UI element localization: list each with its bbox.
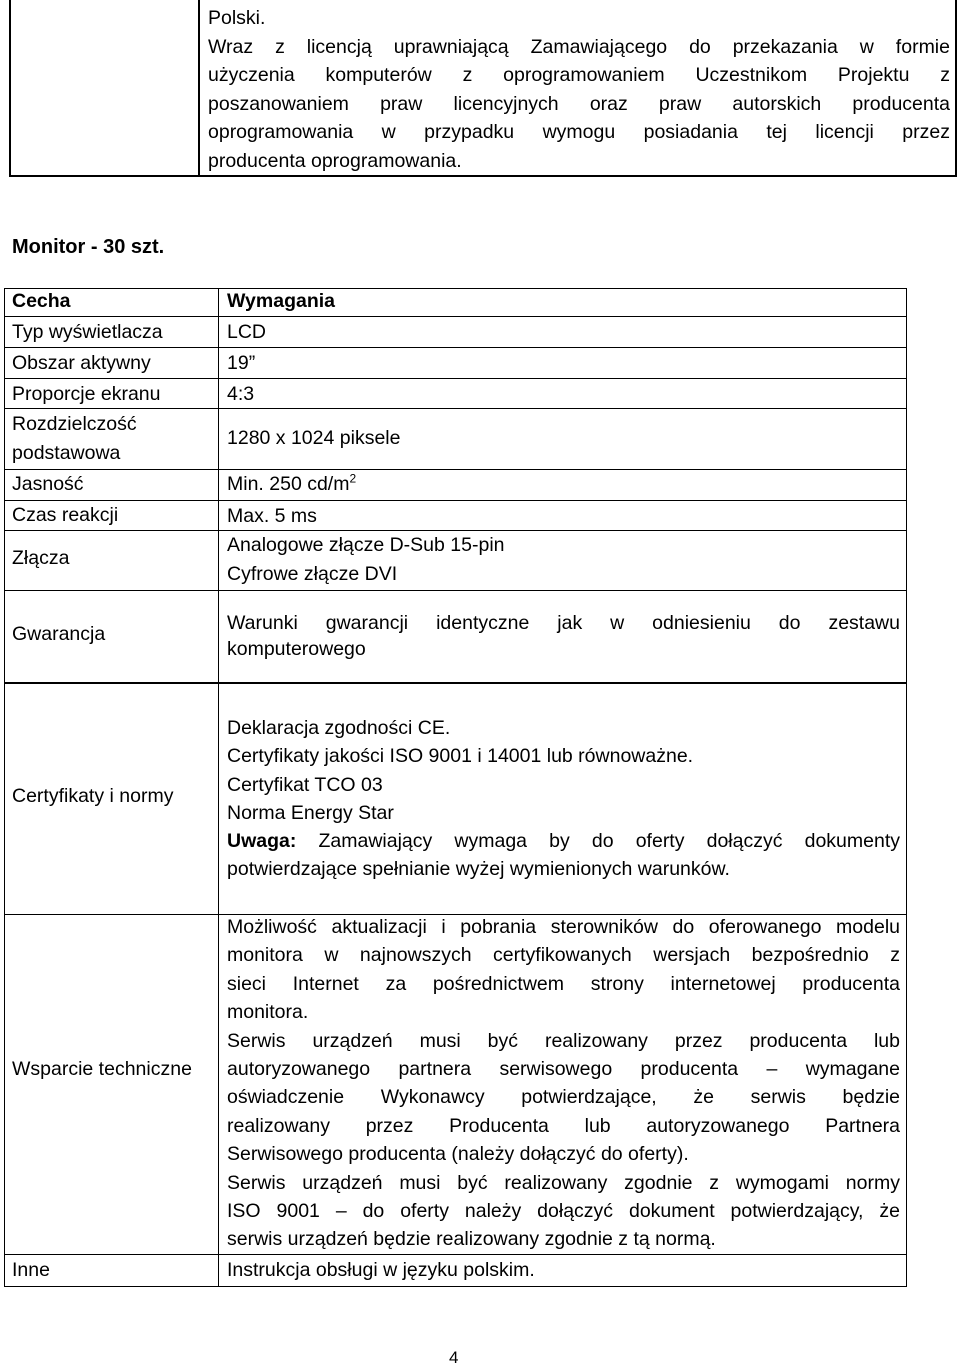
feature-connectors: Złącza (12, 547, 70, 569)
table-right-border (906, 288, 907, 1286)
value-connectors (227, 531, 505, 588)
text-line: Wraz z licencją uprawniającą Zamawiającego do przekazania w formie (208, 35, 950, 58)
note-text: Zamawiający wymaga by do oferty dołączyć dokumenty (296, 830, 900, 853)
certificate-line: Certyfikat TCO 03 (227, 773, 383, 796)
feature-resolution-line: podstawowa (12, 441, 121, 464)
feature-display-type: Typ wyświetlacza (12, 321, 163, 343)
support-line: oświadczenie Wykonawcy potwierdzające, że serwis będzie (227, 1086, 900, 1109)
value-active-area: 19” (227, 352, 256, 374)
section-title: Monitor - 30 szt. (12, 236, 165, 258)
feature-certificates: Certyfikaty i normy (12, 785, 174, 807)
certificate-note (227, 827, 900, 855)
header-feature: Cecha (12, 290, 71, 312)
support-line: Serwis urządzeń musi być realizowany zgodnie z wymogami normy (227, 1171, 900, 1194)
text-line: użyczenia komputerów z oprogramowaniem Uczestnikom Projektu z (208, 64, 950, 86)
text-line: Polski. (208, 7, 266, 29)
value-warranty (227, 610, 900, 662)
column-divider (218, 914, 219, 1286)
column-divider (218, 682, 219, 914)
previous-table-column-divider (198, 0, 200, 177)
support-line: realizowany przez Producenta lub autoryzowanego Partnera (227, 1114, 900, 1137)
feature-resolution-line: Rozdzielczość (12, 413, 137, 435)
certificate-note-line: potwierdzające spełnianie wyżej wymienionych warunków. (227, 858, 730, 881)
certificate-line: Deklaracja zgodności CE. (227, 717, 451, 739)
support-line: Możliwość aktualizacji i pobrania sterowników do oferowanego modelu (227, 916, 900, 938)
previous-table-text (208, 4, 950, 175)
value-display-type: LCD (227, 321, 267, 343)
certificate-line: Certyfikaty jakości ISO 9001 i 14001 lub równoważne. (227, 745, 694, 768)
row-border (4, 500, 907, 501)
note-label: Uwaga: (227, 830, 297, 853)
support-line: Serwis urządzeń musi być realizowany przez producenta lub (227, 1029, 900, 1052)
connector-line: Analogowe złącze D-Sub 15-pin (227, 534, 505, 556)
table-left-border (4, 288, 5, 1286)
feature-support: Wsparcie techniczne (12, 1058, 192, 1080)
row-border (4, 1286, 907, 1287)
row-border (4, 469, 907, 470)
feature-active-area: Obszar aktywny (12, 352, 151, 374)
brightness-exponent: 2 (349, 471, 357, 486)
row-border (4, 682, 907, 684)
value-response: Max. 5 ms (227, 505, 317, 527)
header-requirement: Wymagania (227, 290, 336, 312)
text-line: poszanowaniem praw licencyjnych oraz praw autorskich producenta (208, 92, 950, 115)
feature-resolution (12, 410, 137, 467)
row-border (4, 288, 907, 289)
row-border (4, 378, 907, 379)
connector-line: Cyfrowe złącze DVI (227, 562, 398, 585)
text-line: producenta oprogramowania. (208, 149, 462, 172)
support-line: ISO 9001 – do oferty należy dołączyć dokument potwierdzający, że (227, 1200, 900, 1223)
row-border (4, 1254, 907, 1255)
support-line: Serwisowego producenta (należy dołączyć do oferty). (227, 1143, 689, 1166)
support-line: autoryzowanego partnera serwisowego producenta – wymagane (227, 1058, 900, 1081)
row-border (4, 590, 907, 591)
feature-brightness: Jasność (12, 473, 84, 495)
row-border (4, 316, 907, 317)
warranty-line: Warunki gwarancji identyczne jak w odniesieniu do zestawu (227, 612, 900, 634)
support-line: monitora w najnowszych certyfikowanych wersjach bezpośrednio z (227, 944, 900, 967)
support-line: sieci Internet za pośrednictwem strony internetowej producenta (227, 972, 900, 995)
certificate-line: Norma Energy Star (227, 801, 394, 824)
value-brightness (227, 470, 356, 499)
warranty-line: komputerowego (227, 638, 366, 660)
feature-warranty: Gwarancja (12, 623, 106, 645)
feature-response: Czas reakcji (12, 504, 119, 526)
row-border (4, 347, 907, 348)
value-aspect: 4:3 (227, 383, 255, 405)
brightness-value: Min. 250 cd/m (227, 473, 350, 495)
page-number: 4 (449, 1348, 459, 1367)
support-line: serwis urządzeń będzie realizowany zgodnie z tą normą. (227, 1228, 716, 1251)
value-other: Instrukcja obsługi w języku polskim. (227, 1259, 535, 1281)
text-line: oprogramowania w przypadku wymogu posiadania tej licencji przez (208, 121, 950, 143)
feature-other: Inne (12, 1259, 50, 1281)
support-line: monitora. (227, 1001, 309, 1024)
value-support (227, 913, 900, 1254)
value-certificates (227, 714, 900, 884)
value-resolution: 1280 x 1024 piksele (227, 427, 401, 449)
feature-aspect: Proporcje ekranu (12, 383, 161, 405)
